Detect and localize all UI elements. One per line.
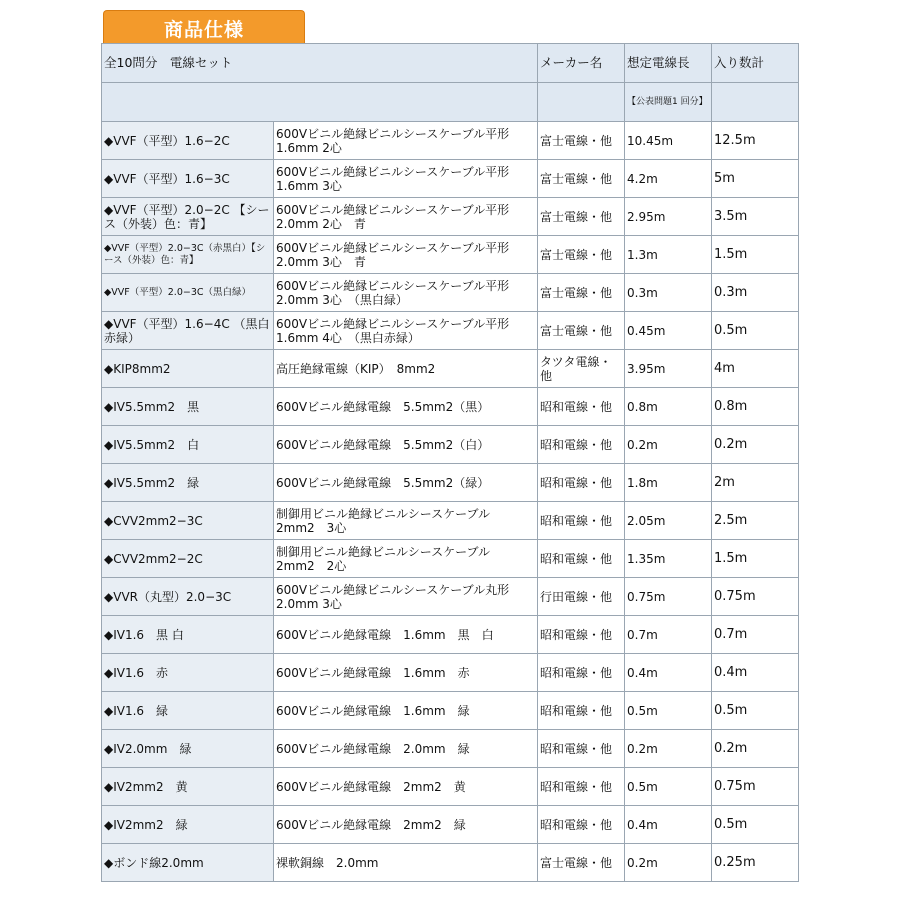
maker-cell: 行田電線・他 xyxy=(538,578,625,616)
table-row xyxy=(102,274,799,312)
quantity-cell: 12.5m xyxy=(712,122,799,160)
length-cell: 0.5m xyxy=(625,692,712,730)
maker-cell: 昭和電線・他 xyxy=(538,540,625,578)
product-desc-cell: 制御用ビニル絶縁ビニルシースケーブル 2mm2 2心 xyxy=(274,540,538,578)
table-row xyxy=(102,198,799,236)
product-name-cell: ◆KIP8mm2 xyxy=(102,350,274,388)
product-desc-cell: 600Vビニル絶縁ビニルシースケーブル平形 1.6mm 2心 xyxy=(274,122,538,160)
product-name-cell: ◆IV1.6 緑 xyxy=(102,692,274,730)
quantity-cell: 0.75m xyxy=(712,578,799,616)
product-name-cell: ◆IV1.6 赤 xyxy=(102,654,274,692)
quantity-cell: 0.8m xyxy=(712,388,799,426)
quantity-cell: 3.5m xyxy=(712,198,799,236)
product-desc-cell: 600Vビニル絶縁電線 2.0mm 緑 xyxy=(274,730,538,768)
product-name-cell: ◆CVV2mm2−2C xyxy=(102,540,274,578)
quantity-header: 入り数計 xyxy=(712,44,799,83)
maker-cell: 富士電線・他 xyxy=(538,236,625,274)
table-row xyxy=(102,236,799,274)
length-cell: 0.4m xyxy=(625,806,712,844)
product-desc-cell: 600Vビニル絶縁電線 1.6mm 黒 白 xyxy=(274,616,538,654)
subheader-blank xyxy=(102,83,538,122)
product-name-cell: ◆VVR（丸型）2.0−3C xyxy=(102,578,274,616)
subheader-maker-blank xyxy=(538,83,625,122)
length-cell: 1.8m xyxy=(625,464,712,502)
quantity-cell: 1.5m xyxy=(712,540,799,578)
quantity-cell: 0.4m xyxy=(712,654,799,692)
product-desc-cell: 600Vビニル絶縁電線 1.6mm 緑 xyxy=(274,692,538,730)
table-row xyxy=(102,312,799,350)
quantity-cell: 0.7m xyxy=(712,616,799,654)
product-desc-cell: 600Vビニル絶縁ビニルシースケーブル平形 1.6mm 4心 （黒白赤緑） xyxy=(274,312,538,350)
product-name-cell: ◆CVV2mm2−3C xyxy=(102,502,274,540)
product-name-cell: ◆IV2mm2 黄 xyxy=(102,768,274,806)
table-row xyxy=(102,844,799,882)
product-desc-cell: 600Vビニル絶縁電線 5.5mm2（緑） xyxy=(274,464,538,502)
quantity-cell: 0.2m xyxy=(712,426,799,464)
maker-cell: 昭和電線・他 xyxy=(538,502,625,540)
table-row xyxy=(102,654,799,692)
product-name-cell: ◆IV5.5mm2 白 xyxy=(102,426,274,464)
quantity-cell: 5m xyxy=(712,160,799,198)
length-cell: 2.05m xyxy=(625,502,712,540)
table-row xyxy=(102,160,799,198)
product-name-cell: ◆VVF（平型）1.6−2C xyxy=(102,122,274,160)
set-title-cell: 全10問分 電線セット xyxy=(102,44,538,83)
spec-title-tab: 商品仕様 xyxy=(103,10,305,45)
quantity-cell: 4m xyxy=(712,350,799,388)
table-row xyxy=(102,692,799,730)
length-cell: 0.45m xyxy=(625,312,712,350)
product-desc-cell: 600Vビニル絶縁電線 1.6mm 赤 xyxy=(274,654,538,692)
maker-cell: 富士電線・他 xyxy=(538,198,625,236)
length-cell: 0.8m xyxy=(625,388,712,426)
product-desc-cell: 600Vビニル絶縁ビニルシースケーブル平形 1.6mm 3心 xyxy=(274,160,538,198)
quantity-cell: 2.5m xyxy=(712,502,799,540)
product-name-cell: ◆VVF（平型）2.0−3C（黒白緑） xyxy=(102,274,274,312)
length-cell: 1.35m xyxy=(625,540,712,578)
maker-cell: 昭和電線・他 xyxy=(538,616,625,654)
table-row xyxy=(102,540,799,578)
length-cell: 3.95m xyxy=(625,350,712,388)
product-desc-cell: 600Vビニル絶縁電線 5.5mm2（黒） xyxy=(274,388,538,426)
length-cell: 0.2m xyxy=(625,730,712,768)
length-cell: 10.45m xyxy=(625,122,712,160)
maker-cell: 富士電線・他 xyxy=(538,312,625,350)
maker-cell: 昭和電線・他 xyxy=(538,388,625,426)
quantity-cell: 0.5m xyxy=(712,312,799,350)
length-note: 【公表問題1 回分】 xyxy=(625,83,712,122)
table-row xyxy=(102,464,799,502)
quantity-cell: 0.25m xyxy=(712,844,799,882)
table-row xyxy=(102,768,799,806)
maker-cell: 富士電線・他 xyxy=(538,122,625,160)
product-name-cell: ◆VVF（平型）1.6−4C （黒白赤緑） xyxy=(102,312,274,350)
product-desc-cell: 600Vビニル絶縁電線 2mm2 黄 xyxy=(274,768,538,806)
table-row xyxy=(102,122,799,160)
product-desc-cell: 裸軟銅線 2.0mm xyxy=(274,844,538,882)
quantity-cell: 2m xyxy=(712,464,799,502)
product-desc-cell: 600Vビニル絶縁電線 5.5mm2（白） xyxy=(274,426,538,464)
product-name-cell: ◆IV5.5mm2 黒 xyxy=(102,388,274,426)
product-name-cell: ◆IV2.0mm 緑 xyxy=(102,730,274,768)
maker-cell: 昭和電線・他 xyxy=(538,426,625,464)
length-cell: 0.3m xyxy=(625,274,712,312)
product-name-cell: ◆IV2mm2 緑 xyxy=(102,806,274,844)
maker-cell: タツタ電線・他 xyxy=(538,350,625,388)
length-cell: 1.3m xyxy=(625,236,712,274)
product-desc-cell: 制御用ビニル絶縁ビニルシースケーブル 2mm2 3心 xyxy=(274,502,538,540)
length-cell: 0.75m xyxy=(625,578,712,616)
length-cell: 0.4m xyxy=(625,654,712,692)
product-desc-cell: 600Vビニル絶縁電線 2mm2 緑 xyxy=(274,806,538,844)
length-cell: 0.2m xyxy=(625,426,712,464)
length-cell: 0.2m xyxy=(625,844,712,882)
spec-table xyxy=(101,43,799,882)
subheader-row xyxy=(102,83,799,122)
maker-cell: 富士電線・他 xyxy=(538,160,625,198)
quantity-cell: 1.5m xyxy=(712,236,799,274)
maker-cell: 昭和電線・他 xyxy=(538,692,625,730)
quantity-cell: 0.75m xyxy=(712,768,799,806)
header-row xyxy=(102,44,799,83)
table-row xyxy=(102,616,799,654)
length-cell: 0.7m xyxy=(625,616,712,654)
quantity-cell: 0.5m xyxy=(712,806,799,844)
table-row xyxy=(102,730,799,768)
maker-cell: 富士電線・他 xyxy=(538,844,625,882)
maker-cell: 昭和電線・他 xyxy=(538,768,625,806)
maker-cell: 富士電線・他 xyxy=(538,274,625,312)
product-desc-cell: 600Vビニル絶縁ビニルシースケーブル平形 2.0mm 3心 （黒白緑） xyxy=(274,274,538,312)
table-row xyxy=(102,578,799,616)
table-row xyxy=(102,502,799,540)
length-cell: 2.95m xyxy=(625,198,712,236)
product-name-cell: ◆IV1.6 黒 白 xyxy=(102,616,274,654)
product-name-cell: ◆VVF（平型）1.6−3C xyxy=(102,160,274,198)
table-row xyxy=(102,806,799,844)
length-cell: 4.2m xyxy=(625,160,712,198)
subheader-qty-blank xyxy=(712,83,799,122)
maker-header: メーカー名 xyxy=(538,44,625,83)
quantity-cell: 0.3m xyxy=(712,274,799,312)
product-name-cell: ◆VVF（平型）2.0−2C 【シース（外装）色：青】 xyxy=(102,198,274,236)
length-header: 想定電線長 xyxy=(625,44,712,83)
maker-cell: 昭和電線・他 xyxy=(538,654,625,692)
product-name-cell: ◆ボンド線2.0mm xyxy=(102,844,274,882)
product-desc-cell: 高圧絶縁電線（KIP） 8mm2 xyxy=(274,350,538,388)
maker-cell: 昭和電線・他 xyxy=(538,464,625,502)
quantity-cell: 0.5m xyxy=(712,692,799,730)
product-desc-cell: 600Vビニル絶縁ビニルシースケーブル平形 2.0mm 3心 青 xyxy=(274,236,538,274)
quantity-cell: 0.2m xyxy=(712,730,799,768)
length-cell: 0.5m xyxy=(625,768,712,806)
table-row xyxy=(102,350,799,388)
table-row xyxy=(102,426,799,464)
product-desc-cell: 600Vビニル絶縁ビニルシースケーブル丸形 2.0mm 3心 xyxy=(274,578,538,616)
maker-cell: 昭和電線・他 xyxy=(538,730,625,768)
table-row xyxy=(102,388,799,426)
product-desc-cell: 600Vビニル絶縁ビニルシースケーブル平形 2.0mm 2心 青 xyxy=(274,198,538,236)
product-name-cell: ◆IV5.5mm2 緑 xyxy=(102,464,274,502)
product-name-cell: ◆VVF（平型）2.0−3C（赤黒白）【シース（外装）色：青】 xyxy=(102,236,274,274)
maker-cell: 昭和電線・他 xyxy=(538,806,625,844)
